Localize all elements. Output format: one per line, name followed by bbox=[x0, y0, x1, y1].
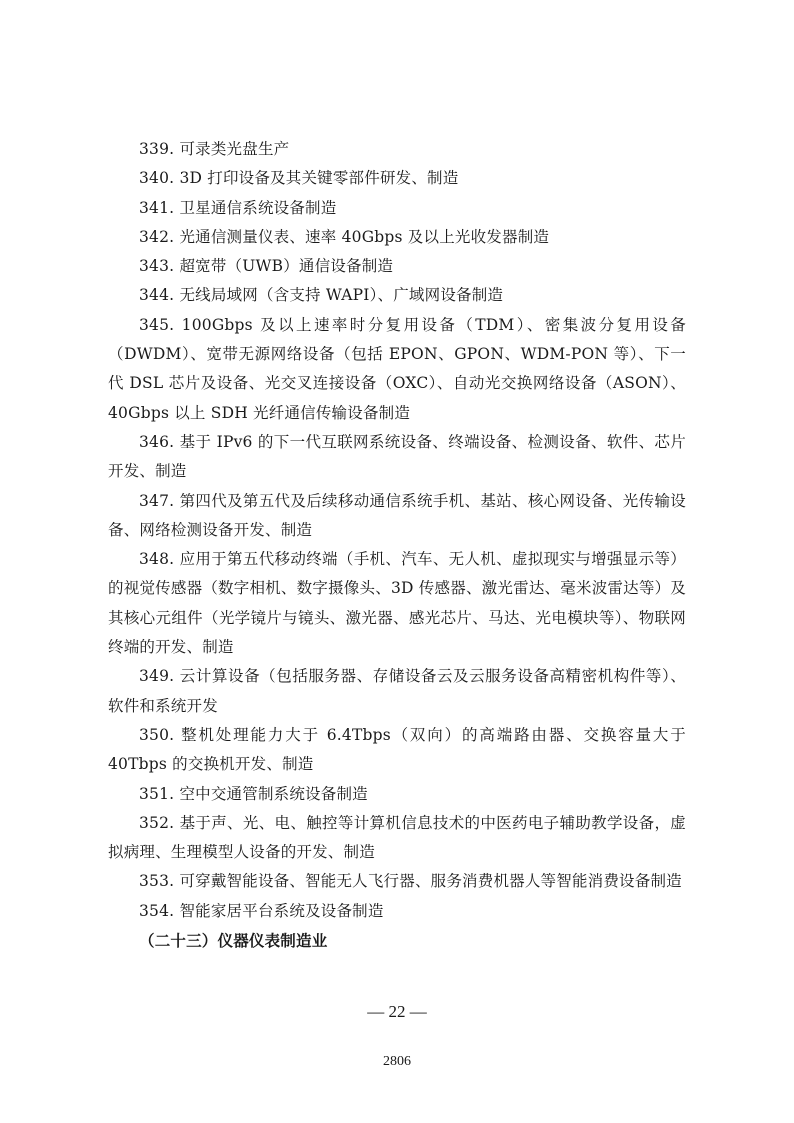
list-item: 351. 空中交通管制系统设备制造 bbox=[139, 784, 368, 803]
list-item: 353. 可穿戴智能设备、智能无人飞行器、服务消费机器人等智能消费设备制造 bbox=[139, 872, 682, 891]
list-item: 345. 100Gbps 及以上速率时分复用设备（TDM）、密集波分复用设备（DWDM）、宽带无源网络设备（包括 EPON、GPON、WDM-PON 等）、下一代 DSL 芯片及设备、光交叉连接设备（OXC）、自动光交换网络设备（ASON）、40Gbps 以上 SDH 光纤通信传输设备制造 bbox=[108, 315, 686, 422]
document-body bbox=[108, 135, 686, 956]
page-number: — 22 — bbox=[367, 1002, 427, 1021]
list-item: 352. 基于声、光、电、触控等计算机信息技术的中医药电子辅助教学设备，虚拟病理、生理模型人设备的开发、制造 bbox=[108, 813, 686, 862]
list-item: 348. 应用于第五代移动终端（手机、汽车、无人机、虚拟现实与增强显示等）的视觉传感器（数字相机、数字摄像头、3D 传感器、激光雷达、毫米波雷达等）及其核心元组件（光学镜片与镜头、激光器、感光芯片、马达、光电模块等）、物联网终端的开发、制造 bbox=[108, 550, 686, 657]
list-item: 343. 超宽带（UWB）通信设备制造 bbox=[139, 257, 394, 276]
list-item: 354. 智能家居平台系统及设备制造 bbox=[139, 901, 384, 920]
list-item: 339. 可录类光盘生产 bbox=[139, 140, 290, 158]
list-item: 349. 云计算设备（包括服务器、存储设备云及云服务设备高精密机构件等）、软件和系统开发 bbox=[108, 667, 686, 715]
list-item: 346. 基于 IPv6 的下一代互联网系统设备、终端设备、检测设备、软件、芯片开发、制造 bbox=[108, 432, 686, 481]
list-item: 344. 无线局域网（含支持 WAPI）、广域网设备制造 bbox=[139, 286, 504, 305]
section-heading: （二十三）仪器仪表制造业 bbox=[139, 931, 328, 951]
document-number: 2806 bbox=[383, 1054, 411, 1069]
list-item: 342. 光通信测量仪表、速率 40Gbps 及以上光收发器制造 bbox=[139, 227, 550, 246]
list-item: 347. 第四代及第五代及后续移动通信系统手机、基站、核心网设备、光传输设备、网络检测设备开发、制造 bbox=[108, 491, 686, 539]
list-item: 341. 卫星通信系统设备制造 bbox=[139, 198, 337, 217]
list-item: 340. 3D 打印设备及其关键零部件研发、制造 bbox=[139, 169, 459, 188]
list-item: 350. 整机处理能力大于 6.4Tbps（双向）的高端路由器、交换容量大于 40Tbps 的交换机开发、制造 bbox=[108, 725, 686, 774]
